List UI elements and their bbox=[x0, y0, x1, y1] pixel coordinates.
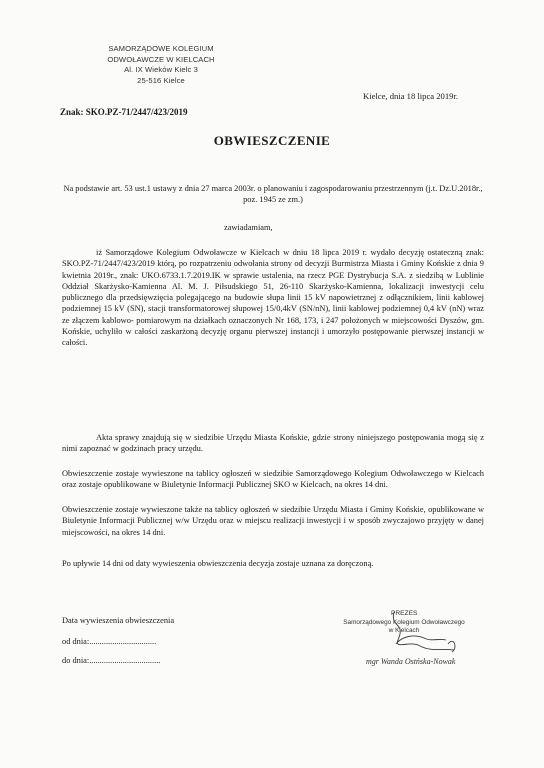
decision-paragraph: iż Samorządowe Kolegium Odwoławcze w Kielcach w dniu 18 lipca 2019 r. wydało decyzję ostateczną znak: SKO.PZ-71/2447/423/2019 którą, po rozpatrzeniu odwołania strony od decyzji Burmistrza Miasta i Gminy Końskie z dnia 9 kwietnia 2019r., znak: UKO.6733.1.7.2019.IK w sprawie ustalenia, na rzecz PGE Dystrybucja S.A. z siedzibą w Lublinie Oddział Skarżysko-Kamienna Al. M. J. Piłsudskiego 51, 26-110 Skarżysko-Kamienna, lokalizacji inwestycji celu publicznego dla przedsięwzięcia polegającego na budowie słupa linii 15 kV napowietrznej z odłącznikiem, linii kablowej podziemnej 15 kV (SN), stacji transformatorowej słupowej 15/0,4kV (SN/nN), linii kablowej podziemnej 0,4 kV (nN) wraz ze złączem kablowo- pomiarowym na działkach oznaczonych Nr 168, 173, i 247 położonych w miejscowości Dyszów, gm. Końskie, uchyliło w całości zaskarżoną decyzję organu pierwszej instancji i umorzyło postępowanie pierwszej instancji w całości. bbox=[62, 248, 484, 348]
announcement-word: zawiadamiam, bbox=[224, 223, 273, 232]
posting-date-label: Data wywieszenia obwieszczenia bbox=[62, 616, 175, 625]
files-paragraph: Akta sprawy znajdują się w siedzibie Urzędu Miasta Końskie, gdzie strony niniejszego postępowania mogą się z nimi zapoznać w godzinach pracy urzędu. bbox=[62, 433, 484, 454]
posting-to-field: do dnia:.................................. bbox=[62, 656, 161, 665]
stamp-line: 25-516 Kielce bbox=[137, 75, 185, 85]
place-date: Kielce, dnia 18 lipca 2019r. bbox=[363, 91, 458, 101]
stamp-line: Al. IX Wieków Kielc 3 bbox=[124, 65, 198, 75]
signature-org-line: Samorządowego Kolegium Odwoławczego bbox=[343, 619, 465, 626]
signature-stamp bbox=[336, 610, 466, 670]
posting-from-field: od dnia:................................ bbox=[62, 637, 157, 646]
stamp-line: ODWOŁAWCZE W KIELCACH bbox=[107, 54, 215, 64]
document-title: OBWIESZCZENIE bbox=[213, 133, 331, 148]
posting-paragraph-sko: Obwieszczenie zostaje wywieszone na tablicy ogłoszeń w siedzibie Samorządowego Kolegium Odwoławczego w Kielcach oraz zostaje opublikowane w Biuletynie Informacji Publicznej SKO w Kielcach, na okres 14 dni. bbox=[62, 469, 484, 490]
signature-org-line: w Kielcach bbox=[388, 627, 420, 635]
office-stamp bbox=[86, 44, 236, 86]
stamp-line: SAMORZĄDOWE KOLEGIUM bbox=[108, 44, 214, 53]
posting-paragraph-municipality: Obwieszczenie zostaje wywieszone także na tablicy ogłoszeń w siedzibie Urzędu Miasta i Gminy Końskie, opublikowane w Biuletynie Informacji Publicznej w/w Urzędu oraz w miejscu realizacji inwestycji i w sposób zwyczajowo przyjęty w danej miejscowości, na okres 14 dni. bbox=[62, 505, 484, 537]
signature-title: PREZES bbox=[391, 610, 418, 617]
delivery-paragraph: Po upływie 14 dni od daty wywieszenia obwieszczenia decyzja zostaje uznana za doręczoną. bbox=[62, 559, 374, 568]
case-reference: Znak: SKO.PZ-71/2447/423/2019 bbox=[60, 107, 188, 117]
legal-basis: Na podstawie art. 53 ust.1 ustawy z dnia 27 marca 2003r. o planowaniu i zagospodarowaniu przestrzennym (j.t. Dz.U.2018r., poz. 1945 ze zm.) bbox=[63, 184, 483, 205]
signatory-name: mgr Wanda Ostńska-Nowak bbox=[366, 657, 456, 666]
